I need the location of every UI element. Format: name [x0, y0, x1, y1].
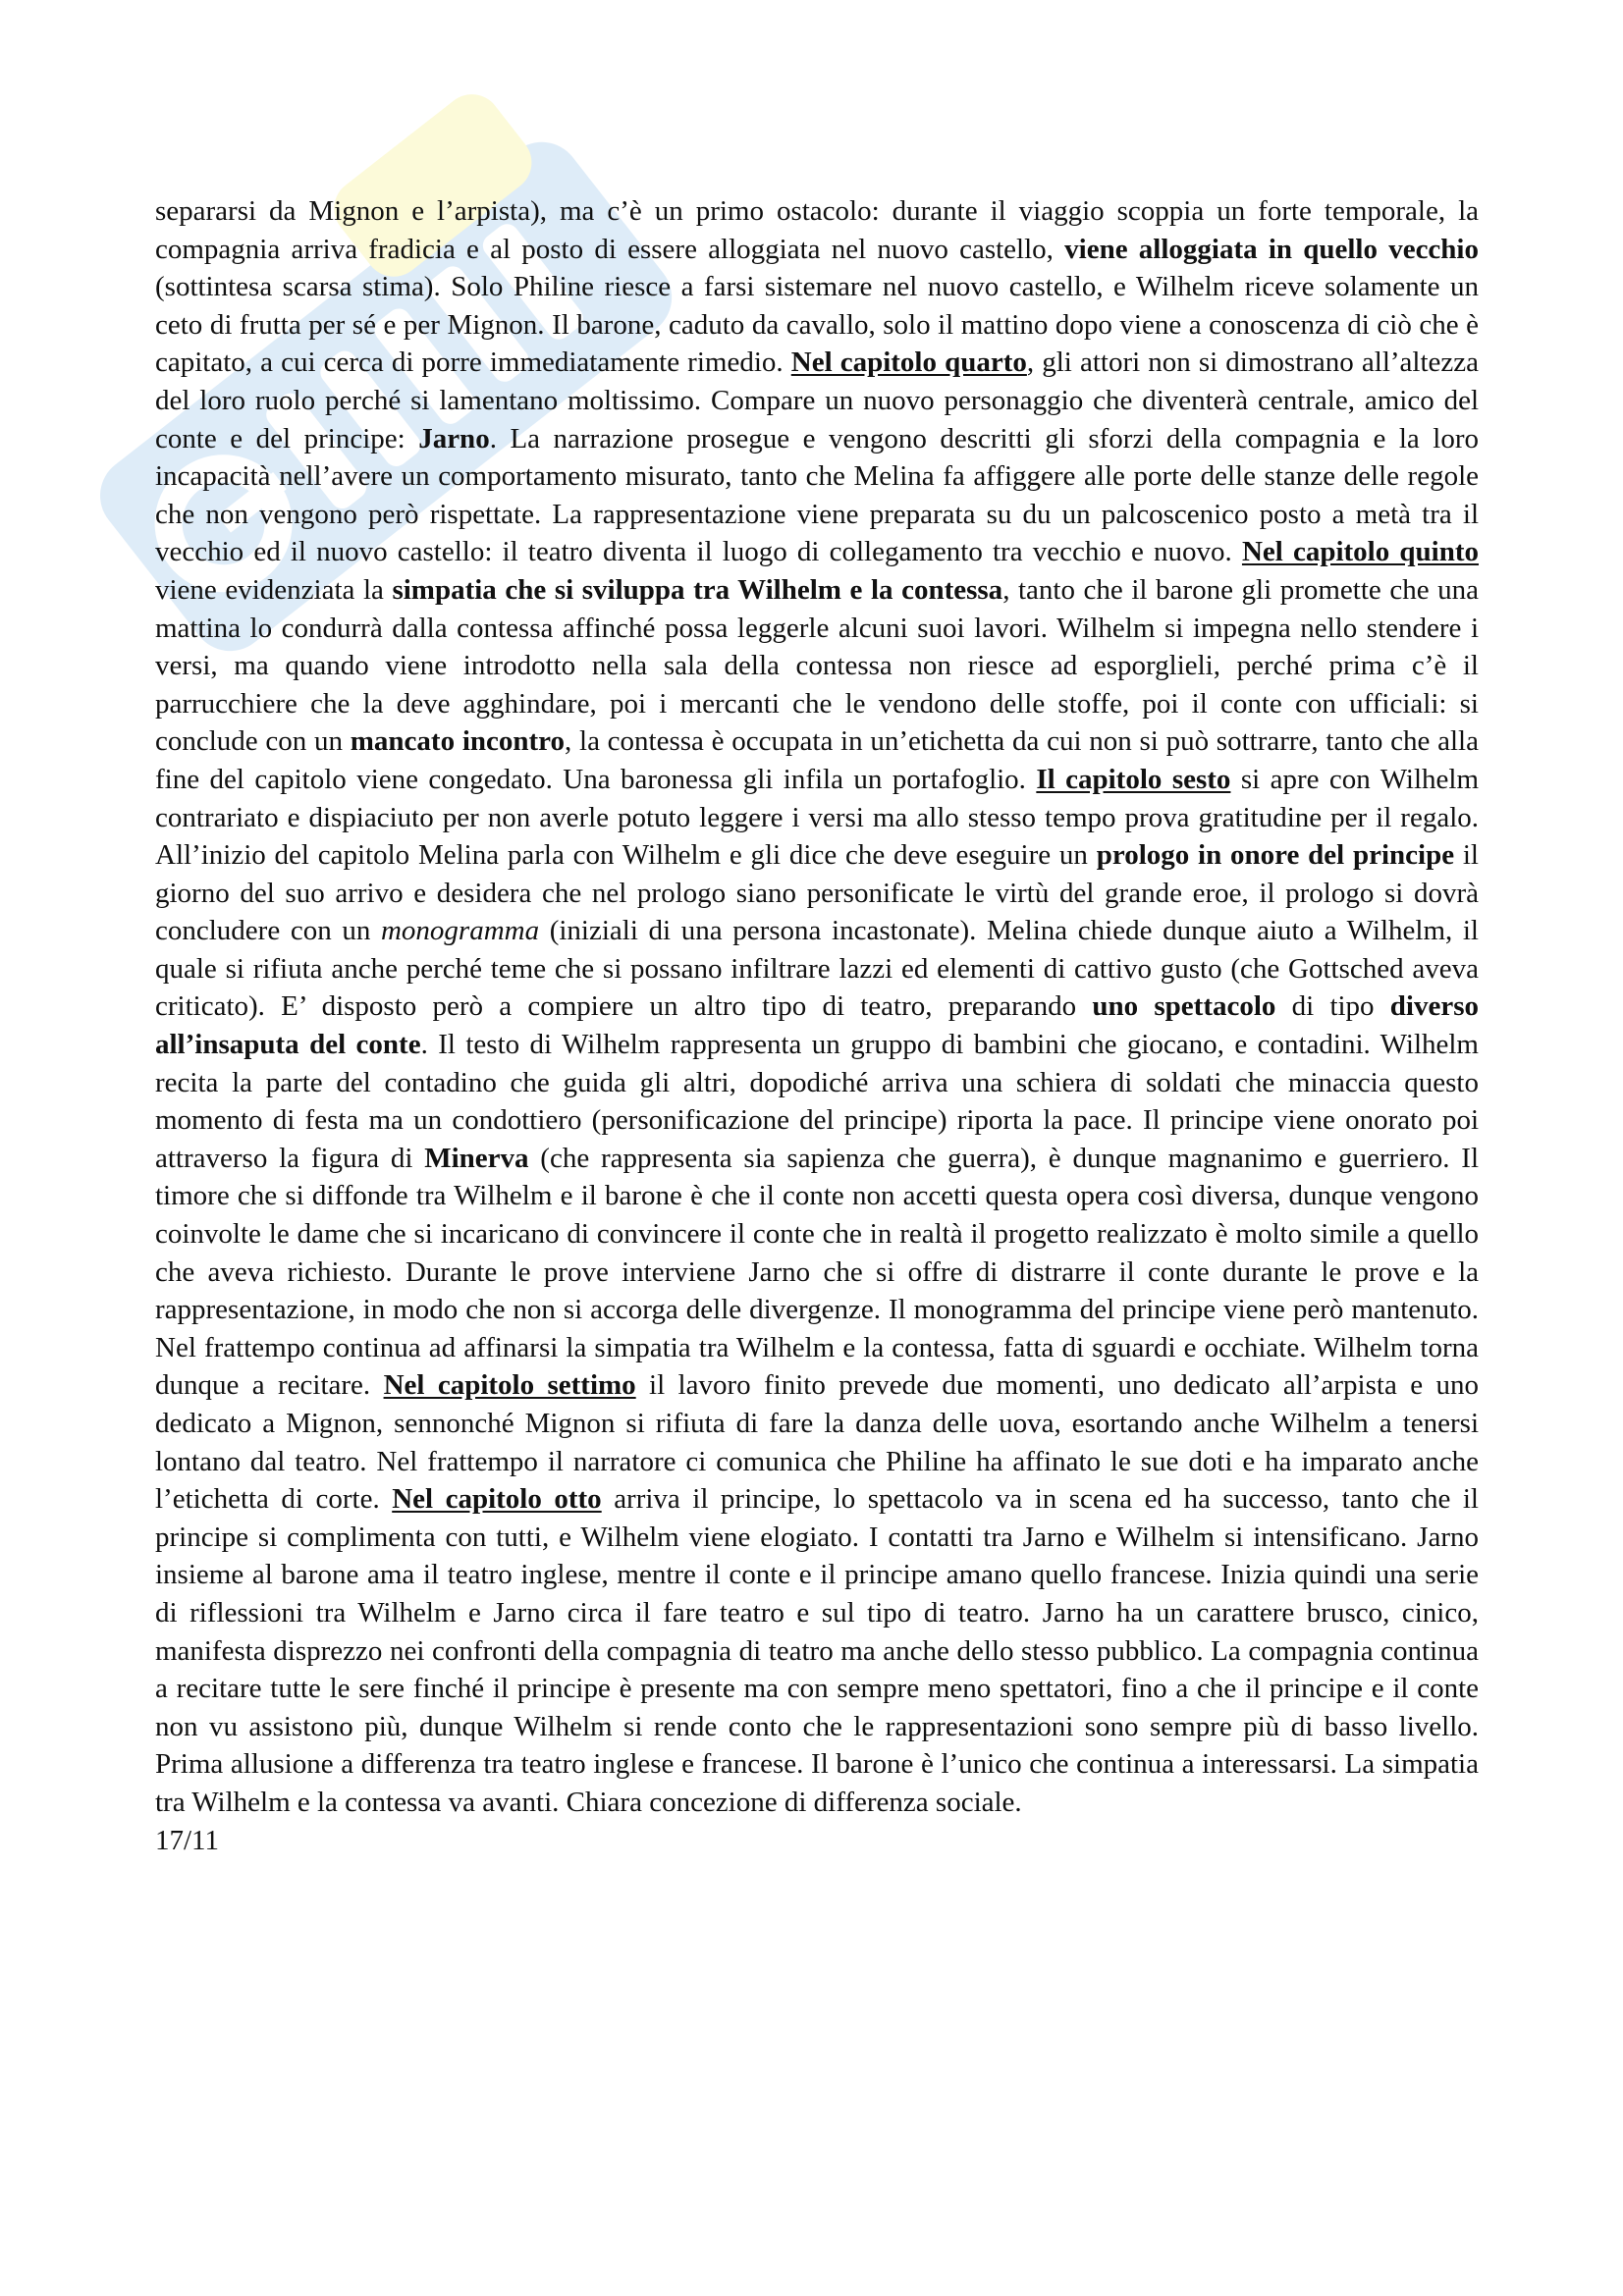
chapter-heading-wrapper — [791, 347, 1027, 378]
text-run: arriva il principe, lo spettacolo va in scena ed ha successo, tanto che il principe si complimenta con tutti, e Wilhelm viene elogiato. I contatti tra Jarno e Wilhelm si intensificano. Jarno insieme al barone ama il teatro inglese, mentre il conte e il principe amano quello francese. Inizia quindi una serie di riflessioni tra Wilhelm e Jarno circa il fare teatro e sul tipo di teatro. Jarno ha un carattere brusco, cinico, manifesta disprezzo nei confronti della compagnia di teatro ma anche dello stesso pubblico. La compagnia continua a recitare tutte le sere finché il principe è presente ma con sempre meno spettatori, fino a che il principe e il conte non vu assistono più, dunque Wilhelm si rende conto che le rappresentazioni sono sempre più di basso livello. Prima allusione a differenza tra teatro inglese e francese. Il barone è l’unico che continua a interessarsi. La simpatia tra Wilhelm e la contessa va avanti. Chiara concezione di differenza sociale. — [155, 1483, 1479, 1818]
chapter-heading: Il capitolo sesto — [1036, 763, 1231, 795]
text-run: viene evidenziata la — [155, 573, 393, 606]
document-body — [155, 192, 1479, 1859]
chapter-heading: Nel capitolo otto — [392, 1483, 602, 1516]
text-run: il giorno del suo arrivo e desidera che nel prologo siano personificate le virtù del grande eroe, il prologo si dovrà concludere con un — [155, 839, 1479, 947]
text-run: di tipo — [1275, 990, 1390, 1023]
body-paragraph — [155, 192, 1479, 1822]
chapter-heading: Nel capitolo quarto — [790, 347, 1027, 379]
text-run: (che rappresenta sia sapienza che guerra), è dunque magnanimo e guerriero. Il timore che si diffonde tra Wilhelm e il barone è che il conte non accetti questa opera così diversa, dunque vengono coinvolte le dame che si incaricano di convincere il conte che in realtà il progetto realizzato è molto simile a quello che aveva richiesto. Durante le prove interviene Jarno che si offre di distrarre il conte durante le prove e la rappresentazione, in modo che non si accorga delle divergenze. Il monogramma del principe viene però mantenuto. Nel frattempo continua ad affinarsi la simpatia tra Wilhelm e la contessa, fatta di sguardi e occhiate. Wilhelm torna dunque a recitare. — [155, 1142, 1479, 1402]
bold-text: viene alloggiata in quello vecchio — [1064, 233, 1479, 265]
text-run: . La narrazione prosegue e vengono descritti gli sforzi della compagnia e la loro incapacità nell’avere un comportamento misurato, tanto che Melina fa affiggere alle porte delle stanze delle regole che non vengono però rispettate. La rappresentazione viene preparata su du un palcoscenico posto a metà tra il vecchio ed il nuovo castello: il teatro diventa il luogo di collegamento tra vecchio e nuovo. — [155, 422, 1479, 568]
chapter-heading-wrapper — [392, 1483, 601, 1515]
bold-text: Minerva — [424, 1142, 529, 1174]
bold-text: diverso all’insaputa del conte — [155, 990, 1480, 1061]
text-run: , la contessa è occupata in un’etichetta da cui non si può sottrarre, tanto che alla fine del capitolo viene congedato. Una baronessa gli infila un portafoglio. — [155, 725, 1479, 795]
bold-text: Jarno — [418, 422, 490, 454]
text-run: si apre con Wilhelm contrariato e dispiaciuto per non averle potuto leggere i versi ma allo stesso tempo prova gratitudine per il regalo. All’inizio del capitolo Melina parla con Wilhelm e gli dice che deve eseguire un — [155, 763, 1480, 872]
chapter-heading: Nel capitolo quinto — [1241, 536, 1479, 568]
text-run: (iniziali di una persona incastonate). Melina chiede dunque aiuto a Wilhelm, il quale si rifiuta anche perché teme che si possano infiltrare lazzi ed elementi di cattivo gusto (che Gottsched aveva criticato). E’ disposto però a compiere un altro tipo di teatro, preparando — [155, 915, 1479, 1023]
text-run: separarsi da Mignon e l’arpista), ma c’è un primo ostacolo: durante il viaggio scoppia un forte temporale, la compagnia arriva fradicia e al posto di essere alloggiata nel nuovo castello, — [155, 195, 1479, 265]
chapter-heading: Nel capitolo settimo — [383, 1369, 636, 1402]
italic-text: monogramma — [380, 915, 540, 947]
bold-text: mancato incontro — [350, 725, 566, 758]
chapter-heading-wrapper — [384, 1369, 636, 1401]
bold-text: prologo in onore del principe — [1096, 839, 1455, 872]
chapter-heading-wrapper — [1036, 764, 1230, 795]
text-run: il lavoro finito prevede due momenti, uno dedicato all’arpista e uno dedicato a Mignon, sennonché Mignon si rifiuta di fare la danza delle uova, esortando anche Wilhelm a tenersi lontano dal teatro. Nel frattempo il narratore ci comunica che Philine ha affinato le sue doti e ha imparato anche l’etichetta di corte. — [155, 1369, 1479, 1516]
date-line: 17/11 — [155, 1824, 219, 1856]
bold-text: uno spettacolo — [1092, 990, 1276, 1023]
text-run: . Il testo di Wilhelm rappresenta un gruppo di bambini che giocano, e contadini. Wilhelm recita la parte del contadino che guida gli altri, dopodiché arriva una schiera di soldati che minaccia questo momento di festa ma un condottiero (personificazione del principe) riporta la pace. Il principe viene onorato poi attraverso la figura di — [155, 1029, 1479, 1174]
chapter-heading-wrapper — [1242, 536, 1479, 567]
text-run: , tanto che il barone gli promette che una mattina lo condurrà dalla contessa affinché possa leggerle alcuni suoi lavori. Wilhelm si impegna nello stendere i versi, ma quando viene introdotto nella sala della contessa non riesce ad esporglieli, perché prima c’è il parrucchiere che la deve agghindare, poi i mercanti che le vendono delle stoffe, poi il conte con ufficiali: si conclude con un — [155, 573, 1480, 758]
text-run: , gli attori non si dimostrano all’altezza del loro ruolo perché si lamentano moltissimo. Compare un nuovo personaggio che diventerà centrale, amico del conte e del principe: — [155, 347, 1480, 454]
bold-text: simpatia che si sviluppa tra Wilhelm e la contessa — [392, 573, 1003, 606]
text-run: (sottintesa scarsa stima). Solo Philine riesce a farsi sistemare nel nuovo castello, e Wilhelm riceve solamente un ceto di frutta per sé e per Mignon. Il barone, caduto da cavallo, solo il mattino dopo viene a conoscenza di ciò che è capitato, a cui cerca di porre immediatamente rimedio. — [155, 271, 1479, 379]
